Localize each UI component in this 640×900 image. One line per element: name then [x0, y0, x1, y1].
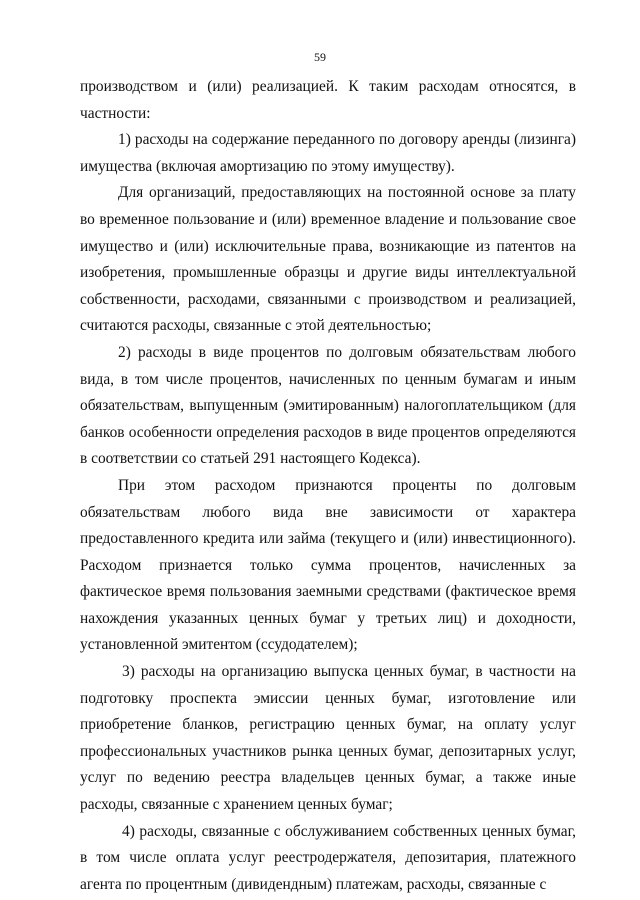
paragraph-item-1: 1) расходы на содержание переданного по договору аренды (лизинга) имущества (включая амортизацию по этому имуществу).	[80, 131, 576, 175]
document-body	[80, 74, 576, 898]
paragraph-leasing-organizations: Для организаций, предоставляющих на постоянной основе за плату во временное пользование и (или) временное владение и пользование свое имущество и (или) исключительные права, возникающие из патентов на изобретения, промышленные образцы и другие виды интеллектуальной собственности, расходами, связанными с производством и реализацией, считаются расходы, связанные с этой деятельностью;	[80, 184, 576, 335]
paragraph-continuation: производством и (или) реализацией. К таким расходам относятся, в частности:	[80, 78, 576, 122]
paragraph-item-3: 3) расходы на организацию выпуска ценных бумаг, в частности на подготовку проспекта эмиссии ценных бумаг, изготовление или приобретение бланков, регистрацию ценных бумаг, на оплату услуг профессиональных участников рынка ценных бумаг, депозитарных услуг, услуг по ведению реестра владельцев ценных бумаг, а также иные расходы, связанные с хранением ценных бумаг;	[80, 663, 576, 814]
page-number: 59	[314, 50, 326, 64]
paragraph-item-2: 2) расходы в виде процентов по долговым обязательствам любого вида, в том числе процентов, начисленных по ценным бумагам и иным обязательствам, выпущенным (эмитированным) налогоплательщиком (для банков особенности определения расходов в виде процентов определяются в соответствии со статьей 291 настоящего Кодекса).	[80, 343, 576, 468]
paragraph-item-4: 4) расходы, связанные с обслуживанием собственных ценных бумаг, в том числе оплата услуг реестродержателя, депозитария, платежного агента по процентным (дивидендным) платежам, расходы, связанные с	[80, 822, 576, 893]
paragraph-interest-recognition: При этом расходом признаются проценты по долговым обязательствам любого вида вне зависимости от характера предоставленного кредита или займа (текущего и (или) инвестиционного). Расходом признается только сумма процентов, начисленных за фактическое время пользования заемными средствами (фактическое время нахождения указанных ценных бумаг у третьих лиц) и доходности, установленной эмитентом (ссудодателем);	[80, 476, 576, 654]
